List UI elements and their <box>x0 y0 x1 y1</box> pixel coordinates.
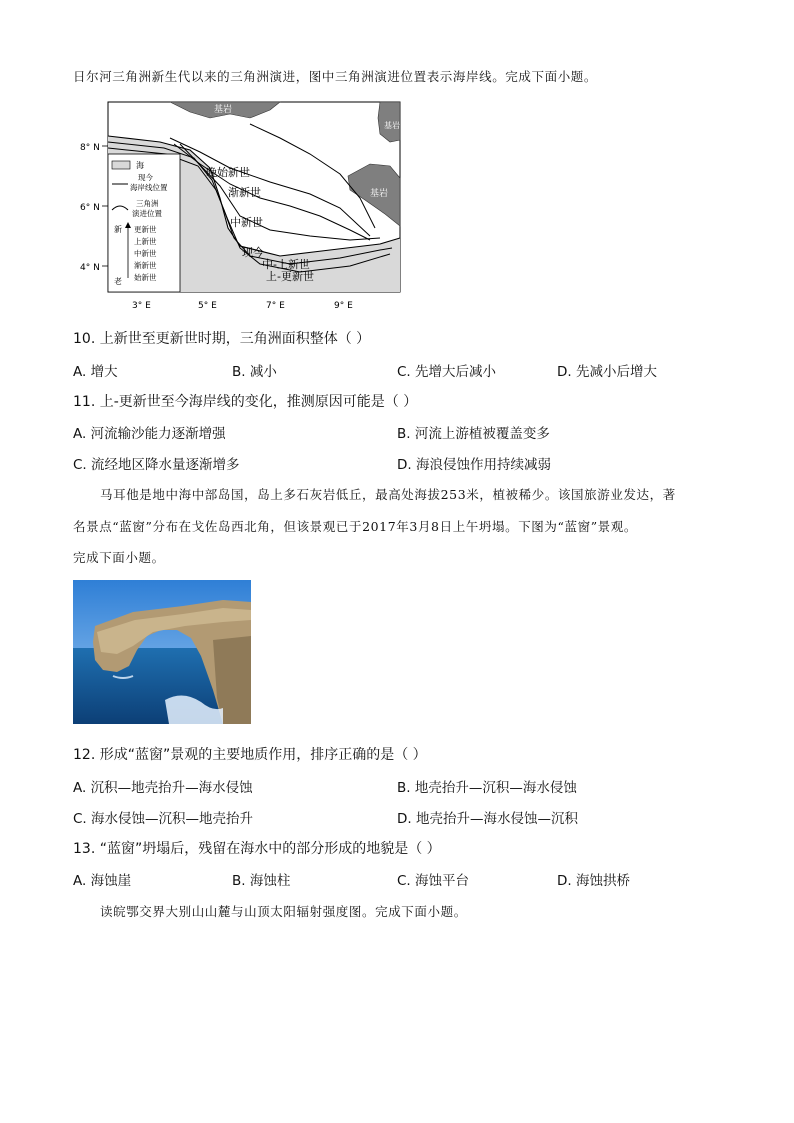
q11-option-d: D. 海浪侵蚀作用持续减弱 <box>397 457 551 473</box>
question-10-stem: 10. 上新世至更新世时期，三角洲面积整体（ ） <box>73 331 371 347</box>
legend-epoch: 中新世 <box>134 249 157 258</box>
lat-label: 6° N <box>80 203 100 213</box>
stage-label: 中新世 <box>230 216 263 229</box>
stage-label: 中-上新世 <box>262 258 310 271</box>
q13-option-b: B. 海蚀柱 <box>232 873 291 889</box>
q13-option-d: D. 海蚀拱桥 <box>557 873 630 889</box>
legend-delta: 演进位置 <box>132 209 162 218</box>
lon-label: 5° E <box>198 301 217 311</box>
lon-label: 9° E <box>334 301 353 311</box>
q10-option-a: A. 增大 <box>73 364 118 380</box>
lon-label: 7° E <box>266 301 285 311</box>
q10-option-b: B. 减小 <box>232 364 277 380</box>
q11-option-a: A. 河流输沙能力逐渐增强 <box>73 426 226 442</box>
intro-text-malta: 名景点“蓝窗”分布在戈佐岛西北角，但该景观已于2017年3月8日上午坍塌。下图为“蓝窗”景观。 <box>73 519 637 534</box>
lon-label: 3° E <box>132 301 151 311</box>
q10-option-d: D. 先减小后增大 <box>557 364 657 380</box>
intro-text-delta: 日尔河三角洲新生代以来的三角洲演进，图中三角洲演进位置表示海岸线。完成下面小题。 <box>73 69 598 84</box>
q13-option-a: A. 海蚀崖 <box>73 873 132 889</box>
q12-option-a: A. 沉积—地壳抬升—海水侵蚀 <box>73 780 253 796</box>
lat-label: 8° N <box>80 143 100 153</box>
intro-text-dabie: 读皖鄂交界大别山山麓与山顶太阳辐射强度图。完成下面小题。 <box>100 904 467 919</box>
legend-delta: 三角洲 <box>136 199 159 208</box>
q11-option-b: B. 河流上游植被覆盖变多 <box>397 426 550 442</box>
rock-label-right-top: 基岩 <box>384 121 400 130</box>
question-11-stem: 11. 上-更新世至今海岸线的变化，推测原因可能是（ ） <box>73 394 418 410</box>
stage-label: 晚始新世 <box>206 166 250 179</box>
legend-old: 老 <box>114 277 122 286</box>
intro-text-malta: 完成下面小题。 <box>73 550 165 565</box>
question-12-stem: 12. 形成“蓝窗”景观的主要地质作用，排序正确的是（ ） <box>73 747 427 763</box>
legend-epoch: 更新世 <box>134 225 157 234</box>
q10-option-c: C. 先增大后减小 <box>397 364 497 380</box>
legend-epoch: 上新世 <box>134 237 157 246</box>
rock-label-top: 基岩 <box>214 105 233 115</box>
q13-option-c: C. 海蚀平台 <box>397 873 470 889</box>
stage-label: 现今 <box>242 246 264 259</box>
q11-option-c: C. 流经地区降水量逐渐增多 <box>73 457 240 473</box>
delta-evolution-map <box>80 98 410 312</box>
azure-window-photo <box>73 580 251 724</box>
question-13-stem: 13. “蓝窗”坍塌后，残留在海水中的部分形成的地貌是（ ） <box>73 841 441 857</box>
q12-option-b: B. 地壳抬升—沉积—海水侵蚀 <box>397 780 577 796</box>
q12-option-d: D. 地壳抬升—海水侵蚀—沉积 <box>397 811 578 827</box>
legend-epoch: 始新世 <box>134 273 157 282</box>
legend-sea: 海 <box>136 161 144 170</box>
legend-coastline: 现今 <box>138 173 153 182</box>
legend-epoch: 渐新世 <box>134 261 157 270</box>
legend-new: 新 <box>114 225 122 234</box>
lat-label: 4° N <box>80 263 100 273</box>
q12-option-c: C. 海水侵蚀—沉积—地壳抬升 <box>73 811 254 827</box>
legend-coastline: 海岸线位置 <box>130 183 168 192</box>
intro-text-malta: 马耳他是地中海中部岛国，岛上多石灰岩低丘，最高处海拔253米，植被稀少。该国旅游业发达，著 <box>100 487 676 502</box>
stage-label: 上-更新世 <box>266 270 314 283</box>
rock-label-right: 基岩 <box>370 189 389 199</box>
stage-label: 渐新世 <box>228 186 261 199</box>
